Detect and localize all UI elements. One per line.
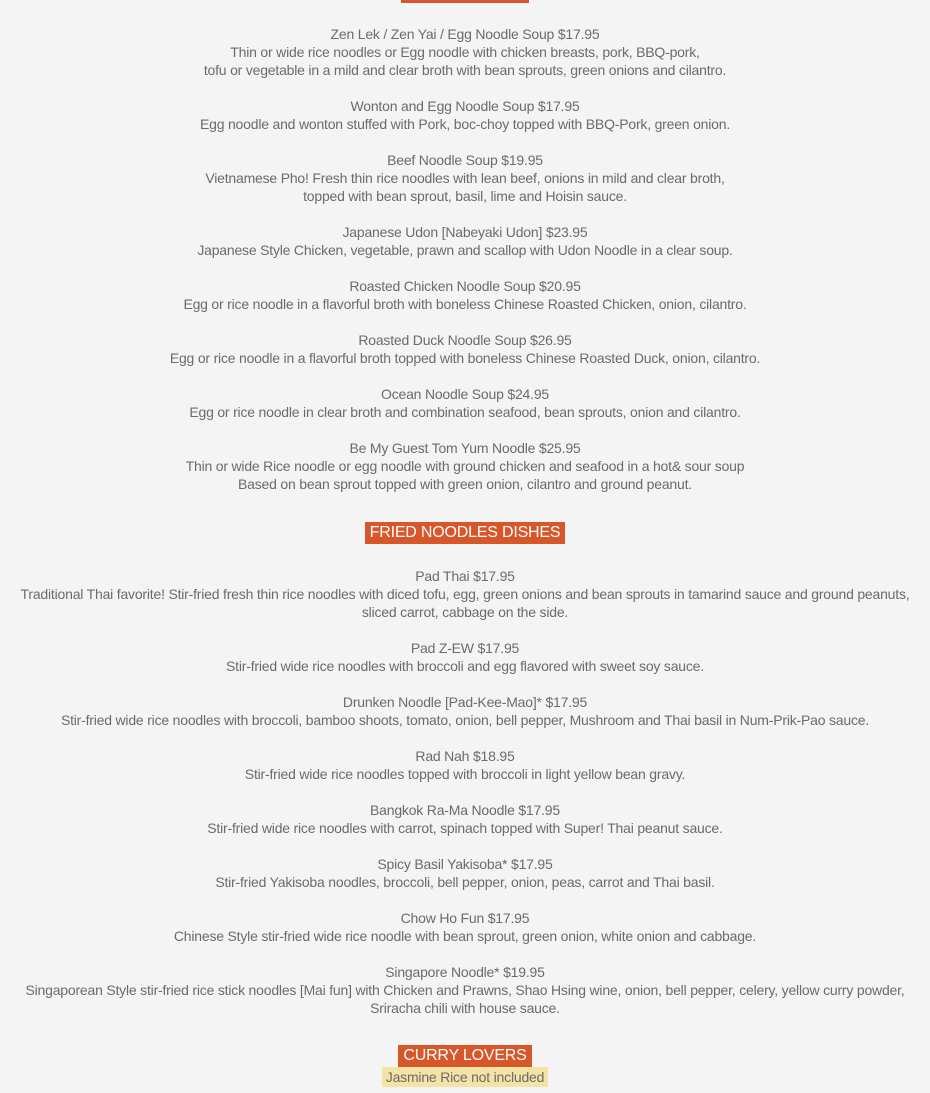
menu-item-japanese-udon	[0, 223, 930, 259]
menu-item-wonton-soup	[0, 97, 930, 133]
menu-item-spicy-basil-yakisoba	[0, 855, 930, 891]
menu-item-chow-ho-fun	[0, 909, 930, 945]
item-description: Stir-fried wide rice noodles topped with broccoli in light yellow bean gravy.	[244, 766, 686, 782]
item-title: Roasted Chicken Noodle Soup $20.95	[349, 278, 581, 294]
menu-item-bangkok-rama-noodle	[0, 801, 930, 837]
item-description: Stir-fried Yakisoba noodles, broccoli, bell pepper, onion, peas, carrot and Thai basil.	[215, 874, 715, 890]
item-title: Ocean Noodle Soup $24.95	[381, 386, 549, 402]
item-title: Rad Nah $18.95	[415, 748, 515, 764]
item-title: Drunken Noodle [Pad-Kee-Mao]* $17.95	[342, 694, 588, 710]
menu-item-pad-thai	[0, 567, 930, 621]
menu-item-roasted-chicken-soup	[0, 277, 930, 313]
section-header-label: CURRY LOVERS	[398, 1045, 531, 1067]
item-description: Stir-fried wide rice noodles with broccoli and egg flavored with sweet soy sauce.	[226, 658, 704, 674]
item-title: Bangkok Ra-Ma Noodle $17.95	[370, 802, 560, 818]
item-title: Pad Z-EW $17.95	[410, 640, 520, 656]
menu-item-rad-nah	[0, 747, 930, 783]
item-description: Egg or rice noodle in a flavorful broth topped with boneless Chinese Roasted Duck, onion, cilantro.	[169, 350, 761, 366]
item-description: Stir-fried wide rice noodles with broccoli, bamboo shoots, tomato, onion, bell pepper, Mushroom and Thai basil in Num-Prik-Pao sauce.	[60, 712, 870, 728]
item-description: Chinese Style stir-fried wide rice noodle with bean sprout, green onion, white onion and cabbage.	[173, 928, 757, 944]
menu-item-tom-yum-noodle	[0, 439, 930, 493]
section-header-curry-lovers	[0, 1045, 930, 1067]
menu-item-singapore-noodle	[0, 963, 930, 1017]
section-header-remnant	[401, 0, 529, 3]
item-description: Traditional Thai favorite! Stir-fried fresh thin rice noodles with diced tofu, egg, green onions and bean sprouts in tamarind sauce and ground peanuts, sliced carrot, cabbage on the side.	[20, 586, 910, 620]
menu-item-beef-noodle-soup	[0, 151, 930, 205]
section-header-label: FRIED NOODLES DISHES	[365, 522, 566, 544]
item-title: Wonton and Egg Noodle Soup $17.95	[350, 98, 580, 114]
item-description: Vietnamese Pho! Fresh thin rice noodles with lean beef, onions in mild and clear broth, topped with bean sprout, basil, lime and Hoisin sauce.	[205, 170, 725, 204]
item-title: Spicy Basil Yakisoba* $17.95	[377, 856, 553, 872]
item-description: Stir-fried wide rice noodles with carrot, spinach topped with Super! Thai peanut sauce.	[207, 820, 723, 836]
item-title: Roasted Duck Noodle Soup $26.95	[358, 332, 572, 348]
menu-item-roasted-duck-soup	[0, 331, 930, 367]
menu-item-ocean-noodle-soup	[0, 385, 930, 421]
item-description: Egg noodle and wonton stuffed with Pork, boc-choy topped with BBQ-Pork, green onion.	[199, 116, 731, 132]
item-description: Egg or rice noodle in clear broth and combination seafood, bean sprouts, onion and cilantro.	[189, 404, 741, 420]
section-header-fried-noodles	[0, 522, 930, 544]
item-description: Singaporean Style stir-fried rice stick noodles [Mai fun] with Chicken and Prawns, Shao Hsing wine, onion, bell pepper, celery, yellow curry powder, Sriracha chili with house sauce.	[25, 982, 905, 1016]
menu-item-zen-lek-soup	[0, 25, 930, 79]
menu-item-pad-z-ew	[0, 639, 930, 675]
item-title: Beef Noodle Soup $19.95	[387, 152, 543, 168]
item-title: Chow Ho Fun $17.95	[400, 910, 530, 926]
item-title: Japanese Udon [Nabeyaki Udon] $23.95	[342, 224, 588, 240]
menu-item-drunken-noodle	[0, 693, 930, 729]
note-label: Jasmine Rice not included	[382, 1067, 548, 1087]
item-description: Japanese Style Chicken, vegetable, prawn and scallop with Udon Noodle in a clear soup.	[197, 242, 733, 258]
item-description: Egg or rice noodle in a flavorful broth with boneless Chinese Roasted Chicken, onion, cilantro.	[183, 296, 747, 312]
item-title: Pad Thai $17.95	[415, 568, 515, 584]
item-title: Zen Lek / Zen Yai / Egg Noodle Soup $17.95	[330, 26, 600, 42]
jasmine-rice-note	[0, 1067, 930, 1087]
item-description: Thin or wide Rice noodle or egg noodle with ground chicken and seafood in a hot& sour soup Based on bean sprout topped with green onion, cilantro and ground peanut.	[185, 458, 745, 492]
item-title: Singapore Noodle* $19.95	[385, 964, 545, 980]
item-description: Thin or wide rice noodles or Egg noodle with chicken breasts, pork, BBQ-pork, tofu or vegetable in a mild and clear broth with bean sprouts, green onions and cilantro.	[203, 44, 727, 78]
item-title: Be My Guest Tom Yum Noodle $25.95	[349, 440, 581, 456]
